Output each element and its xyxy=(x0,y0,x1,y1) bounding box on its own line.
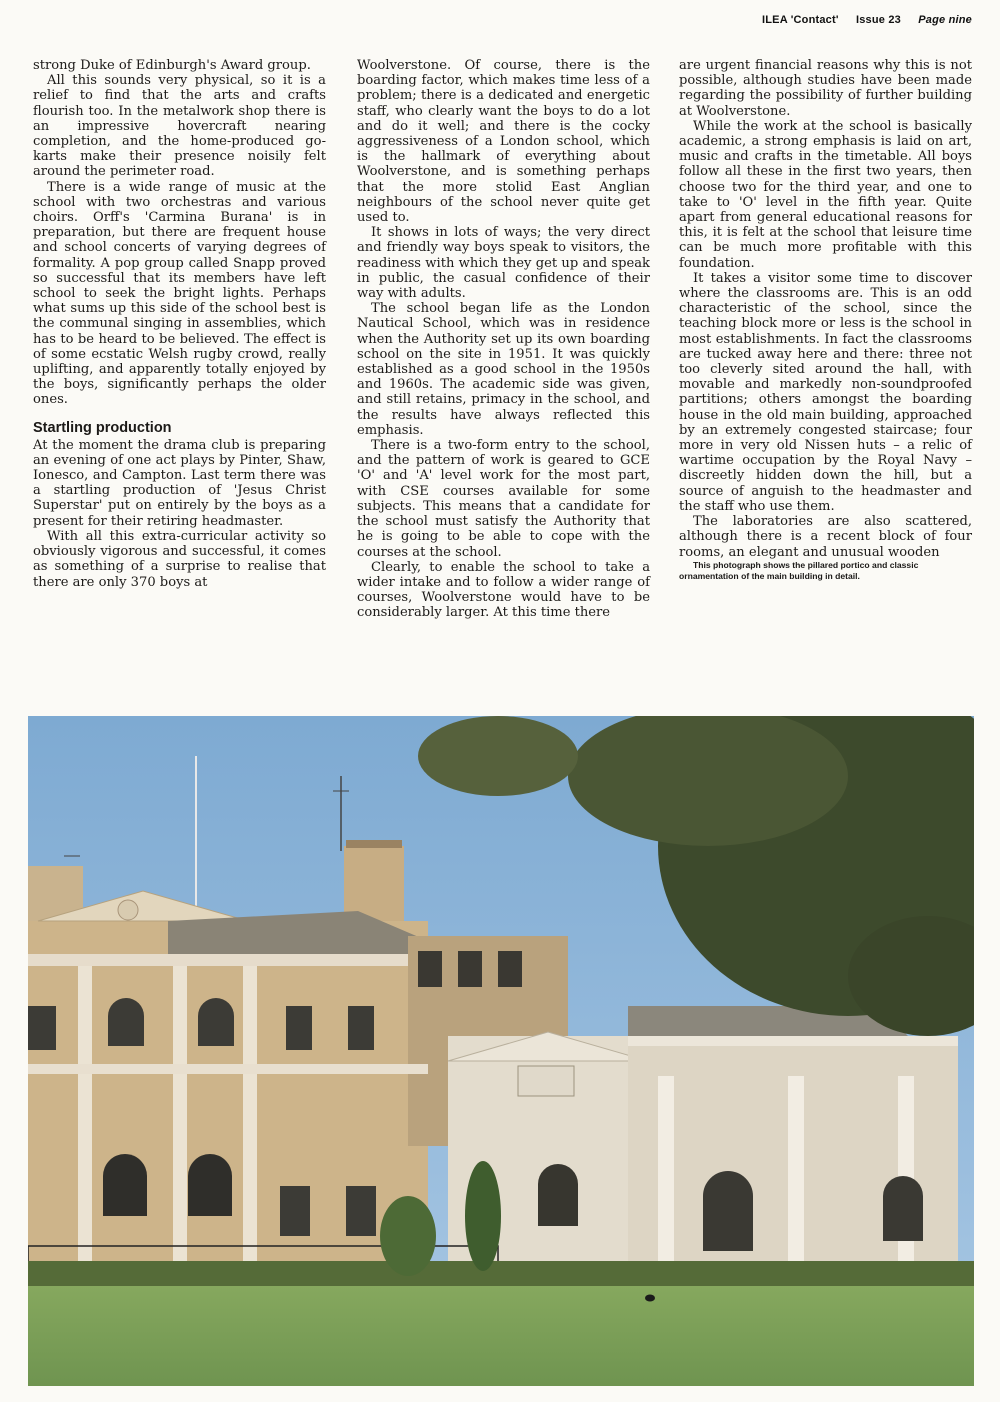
bird xyxy=(645,1295,655,1302)
arched-window xyxy=(703,1171,753,1251)
publication-name: ILEA 'Contact' xyxy=(761,14,839,26)
page-header xyxy=(748,14,972,26)
paragraph: With all this extra-curricular activity so obviously vigorous and successful, it comes as something of a surprise to realise that there are only 370 boys at xyxy=(33,528,326,590)
column xyxy=(243,966,257,1266)
paragraph: It shows in lots of ways; the very direct and friendly way boys speak to visitors, the readiness with which they get up and speak in public, the casual confidence of their way with adults. xyxy=(357,225,650,302)
column-1 xyxy=(33,58,326,590)
arched-window xyxy=(538,1164,578,1226)
photo-caption: This photograph shows the pillared portico and classic ornamentation of the main building in detail. xyxy=(679,559,919,581)
paragraph: The laboratories are also scattered, although there is a recent block of four rooms, an elegant and unusual wooden xyxy=(679,514,972,560)
paragraph: Clearly, to enable the school to take a wider intake and to follow a wider range of courses, Woolverstone would have to be considerably larger. At this time there xyxy=(357,559,650,621)
column xyxy=(173,966,187,1266)
arched-window xyxy=(108,998,144,1046)
arched-door xyxy=(188,1154,232,1216)
column-3 xyxy=(679,58,972,582)
arched-door xyxy=(103,1154,147,1216)
school-building-photo xyxy=(28,716,974,1386)
column xyxy=(658,1076,674,1266)
arched-window xyxy=(198,998,234,1046)
paragraph: strong Duke of Edinburgh's Award group. xyxy=(33,58,311,73)
paragraph: It takes a visitor some time to discover where the classrooms are. This is an odd characteristic of the school, since the teaching block more or less is the school in most establishments. In fact the classrooms are tucked away here and there: three not too cleverly sited around the hall, with movable and markedly non-soundproofed partitions; others amongst the boarding house in the old main building, approached by an extremely congested staircase; four more in very old Nissen huts – a relic of wartime occupation by the Royal Navy – discreetly hidden down the hill, but a source of anguish to the headmaster and the staff who use them. xyxy=(679,270,972,514)
column xyxy=(78,966,92,1266)
paragraph: At the moment the drama club is preparing an evening of one act plays by Pinter, Shaw, Ionesco, and Campton. Last term there was a startling production of 'Jesus Christ Superstar' put on entirely by the boys as a present for their retiring headmaster. xyxy=(33,437,326,529)
chimney xyxy=(344,846,404,921)
pediment-medallion xyxy=(118,900,138,920)
column-2 xyxy=(357,58,650,621)
paragraph: There is a wide range of music at the school with two orchestras and various choirs. Orff's 'Carmina Burana' is in preparation, but there are frequent house and school concerts of varying degrees of formality. A pop group called Snapp proved so successful that its members have left school to seek the bright lights. Perhaps what sums up this side of the school best is the communal singing in assemblies, which has to be heard to be believed. The effect is of some ecstatic Welsh rugby crowd, really uplifting, and apparently totally enjoyed by the boys, significantly perhaps the older ones. xyxy=(33,179,326,408)
section-heading: Startling production xyxy=(33,419,172,436)
photo-illustration xyxy=(28,716,974,1386)
lawn xyxy=(28,1286,974,1386)
paragraph: While the work at the school is basically academic, a strong emphasis is laid on art, music and crafts in the timetable. All boys follow all these in the first two years, then choose two for the third year, and one to take to 'O' level in the fifth year. Quite apart from general educational reasons for this, it is felt at the school that leisure time can be much more profitable with this foundation. xyxy=(679,118,972,271)
arched-window xyxy=(883,1176,923,1241)
paragraph: are urgent financial reasons why this is not possible, although studies have been made regarding the possibility of further building at Woolverstone. xyxy=(679,58,972,119)
page-number: Page nine xyxy=(918,14,972,26)
paragraph: All this sounds very physical, so it is a relief to find that the arts and crafts flourish too. In the metalwork shop there is an impressive hovercraft nearing completion, and the home-produced go-karts make their presence noisily felt around the perimeter road. xyxy=(33,73,326,180)
paragraph: The school began life as the London Nautical School, which was in residence when the Authority set up its own boarding school on the site in 1951. It was quickly established as a good school in the 1950s and 1960s. The academic side was given, and still retains, primacy in the school, and the results have always reflected this emphasis. xyxy=(357,301,650,438)
paragraph: Woolverstone. Of course, there is the boarding factor, which makes time less of a problem; there is a dedicated and energetic staff, who clearly want the boys to do a lot and do it well; and there is the cocky aggressiveness of a London school, which is the hallmark of everything about Woolverstone, and is something perhaps that the more stolid East Anglian neighbours of the school never quite get used to. xyxy=(357,58,650,226)
paragraph: There is a two-form entry to the school, and the pattern of work is geared to GCE 'O' and 'A' level work for the most part, with CSE courses available for some subjects. This means that a candidate for the school must satisfy the Authority that he is going to be able to cope with the courses at the school. xyxy=(357,438,650,560)
issue-number: Issue 23 xyxy=(855,14,901,26)
column xyxy=(788,1076,804,1266)
